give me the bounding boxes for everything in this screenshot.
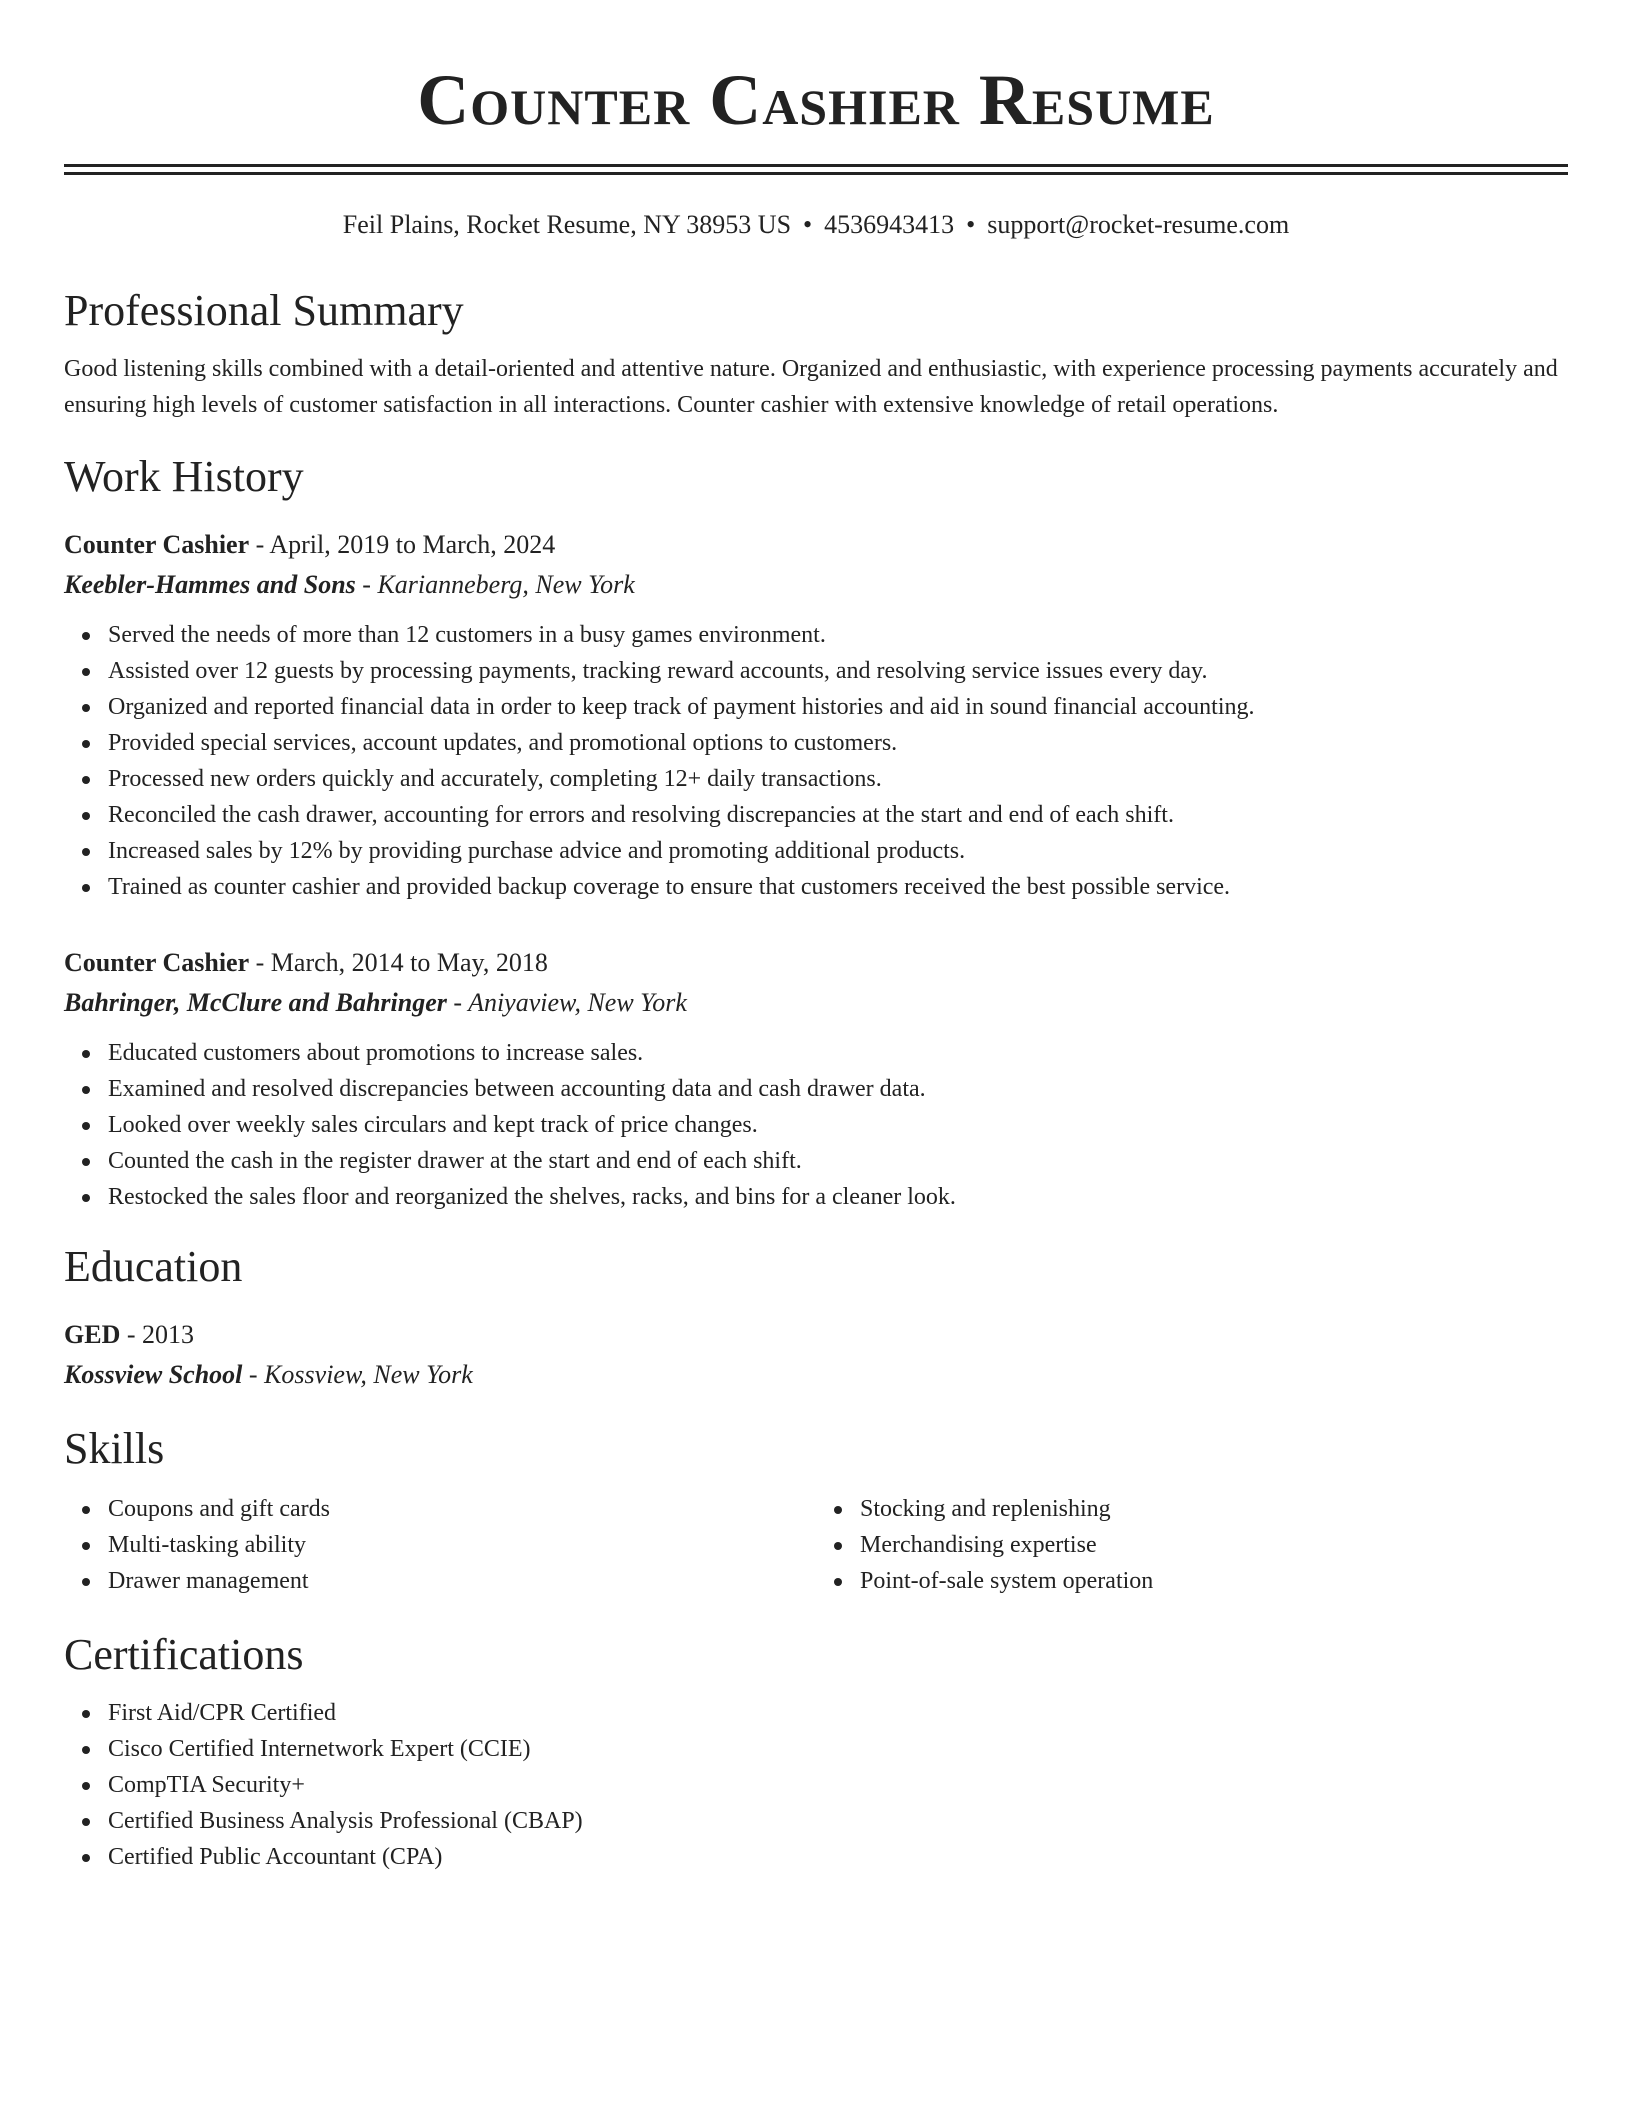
skill-item: Drawer management bbox=[108, 1563, 816, 1599]
certification-item: Cisco Certified Internetwork Expert (CCIE) bbox=[108, 1731, 1568, 1767]
education-year: - 2013 bbox=[120, 1320, 195, 1349]
education-school-line bbox=[64, 1357, 1568, 1393]
job-duty: Organized and reported financial data in order to keep track of payment histories and aid in sound financial accounting. bbox=[108, 689, 1568, 725]
job-duty: Looked over weekly sales circulars and kept track of price changes. bbox=[108, 1107, 1568, 1143]
education-school: Kossview School bbox=[64, 1360, 243, 1389]
job-duty: Counted the cash in the register drawer at the start and end of each shift. bbox=[108, 1143, 1568, 1179]
job-title-line bbox=[64, 945, 1568, 981]
job-location: - Aniyaview, New York bbox=[446, 988, 687, 1017]
job-duty: Reconciled the cash drawer, accounting for errors and resolving discrepancies at the start and end of each shift. bbox=[108, 797, 1568, 833]
contact-address: Feil Plains, Rocket Resume, NY 38953 US bbox=[342, 210, 792, 239]
job-location: - Karianneberg, New York bbox=[355, 570, 635, 599]
job-duty: Assisted over 12 guests by processing payments, tracking reward accounts, and resolving service issues every day. bbox=[108, 653, 1568, 689]
job-employer: Bahringer, McClure and Bahringer bbox=[64, 988, 447, 1017]
job-duty: Provided special services, account updates, and promotional options to customers. bbox=[108, 725, 1568, 761]
job-role: Counter Cashier bbox=[64, 948, 250, 977]
job-duty: Educated customers about promotions to increase sales. bbox=[108, 1035, 1568, 1071]
skill-item: Merchandising expertise bbox=[860, 1527, 1568, 1563]
job-entry bbox=[64, 527, 1568, 905]
education-degree-line bbox=[64, 1317, 1568, 1353]
job-role: Counter Cashier bbox=[64, 530, 250, 559]
job-employer-line bbox=[64, 985, 1568, 1021]
contact-email: support@rocket-resume.com bbox=[987, 210, 1290, 239]
contact-phone: 4536943413 bbox=[824, 210, 955, 239]
contact-separator: • bbox=[803, 210, 813, 239]
education-location: - Kossview, New York bbox=[242, 1360, 473, 1389]
summary-text: Good listening skills combined with a detail-oriented and attentive nature. Organized and enthusiastic, with experience processing payments accurately and ensuring high levels of customer satisfaction in all interactions. Counter cashier with extensive knowledge of retail operations. bbox=[64, 356, 1558, 418]
job-duties-list bbox=[64, 1035, 1568, 1215]
skills-heading: Skills bbox=[64, 1424, 165, 1473]
skills-columns bbox=[64, 1491, 1568, 1599]
education-entry bbox=[64, 1317, 1568, 1393]
education-heading: Education bbox=[64, 1242, 243, 1291]
certification-item: Certified Business Analysis Professional (CBAP) bbox=[108, 1803, 1568, 1839]
job-employer-line bbox=[64, 567, 1568, 603]
skill-item: Stocking and replenishing bbox=[860, 1491, 1568, 1527]
certification-item: CompTIA Security+ bbox=[108, 1767, 1568, 1803]
job-title-line bbox=[64, 527, 1568, 563]
job-employer: Keebler-Hammes and Sons bbox=[64, 570, 356, 599]
job-duty: Increased sales by 12% by providing purchase advice and promoting additional products. bbox=[108, 833, 1568, 869]
skills-list-left bbox=[64, 1491, 816, 1599]
job-duty: Trained as counter cashier and provided backup coverage to ensure that customers received the best possible service. bbox=[108, 869, 1568, 905]
resume-title: Counter Cashier Resume bbox=[417, 60, 1215, 140]
certification-item: Certified Public Accountant (CPA) bbox=[108, 1839, 1568, 1875]
job-duty: Served the needs of more than 12 customers in a busy games environment. bbox=[108, 617, 1568, 653]
skill-item: Coupons and gift cards bbox=[108, 1491, 816, 1527]
title-double-rule bbox=[64, 164, 1568, 175]
certification-item: First Aid/CPR Certified bbox=[108, 1695, 1568, 1731]
education-degree: GED bbox=[64, 1320, 121, 1349]
skill-item: Multi-tasking ability bbox=[108, 1527, 816, 1563]
contact-line bbox=[64, 209, 1568, 241]
job-entry bbox=[64, 945, 1568, 1215]
certifications-heading: Certifications bbox=[64, 1630, 304, 1679]
job-duties-list bbox=[64, 617, 1568, 905]
job-dates: - March, 2014 to May, 2018 bbox=[249, 948, 548, 977]
skills-list-right bbox=[816, 1491, 1568, 1599]
certifications-list bbox=[64, 1695, 1568, 1875]
job-duty: Restocked the sales floor and reorganized the shelves, racks, and bins for a cleaner look. bbox=[108, 1179, 1568, 1215]
contact-separator: • bbox=[966, 210, 976, 239]
summary-heading: Professional Summary bbox=[64, 286, 464, 335]
skill-item: Point-of-sale system operation bbox=[860, 1563, 1568, 1599]
work-history-heading: Work History bbox=[64, 452, 304, 501]
job-duty: Processed new orders quickly and accurately, completing 12+ daily transactions. bbox=[108, 761, 1568, 797]
job-dates: - April, 2019 to March, 2024 bbox=[249, 530, 556, 559]
job-duty: Examined and resolved discrepancies between accounting data and cash drawer data. bbox=[108, 1071, 1568, 1107]
